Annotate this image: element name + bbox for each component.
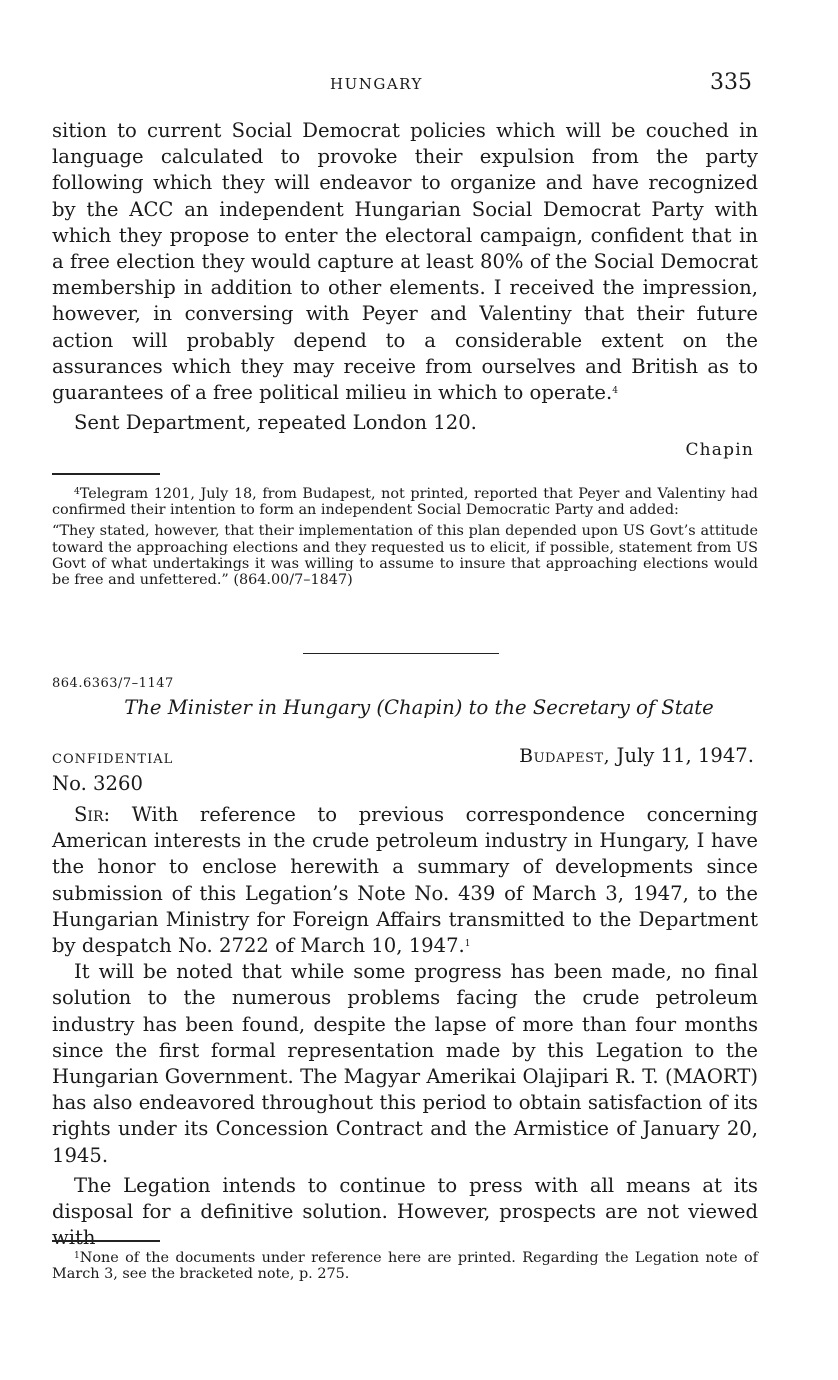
sent-line-text: Sent Department, repeated London 120. (74, 411, 477, 434)
sent-line (52, 410, 758, 436)
footnote-ref-1[interactable]: 1 (464, 939, 471, 950)
footnote-divider (52, 473, 160, 475)
letter-paragraph-1: With reference to previous correspondence concerning American interests in the crude petroleum industry in Hungary, I have the honor to enclose herewith a summary of developments since submission of this Legation’s Note No. 439 of March 3, 1947, to the Hungarian Ministry for Foreign Affairs transmitted to the Department by despatch No. 2722 of March 10, 1947. (52, 803, 759, 958)
footnote-1-text: None of the documents under reference here are printed. Regarding the Legation note of March 3, see the bracketed note, p. 275. (52, 1250, 758, 1283)
footnote-4-quote: “They stated, however, that their implementation of this plan depended upon US Govt’s attitude toward the approaching elections and they requested us to elicit, if possible, statement from US Govt of what undertakings it was willing to assume to insure that approaching elections would be free and unfettered.” (864.00/7–1847) (52, 523, 758, 589)
place-date (519, 744, 754, 767)
classification-label: CONFIDENTIAL (52, 752, 174, 767)
footnote-1 (52, 1250, 758, 1282)
footnote-ref-4[interactable]: 4 (612, 386, 618, 397)
signature-name: Chapin (685, 440, 754, 460)
letter-paragraph-2: It will be noted that while some progress has been made, no final solution to the numerous problems facing the crude petroleum industry has been found, despite the lapse of more than four months since the first formal representation made by this Legation to the Hungarian Government. The Magyar Amerikai Olajipari R. T. (MAORT) has also endeavored throughout this period to obtain satisfaction of its rights under its Concession Contract and the Armistice of January 20, 1945. (52, 960, 758, 1167)
salutation: Sir: (74, 803, 111, 826)
document-number: No. 3260 (52, 772, 143, 795)
letter-paragraph-3: The Legation intends to continue to press with all means at its disposal for a definitive solution. However, prospects are not viewed with (52, 1173, 758, 1250)
date: July 11, 1947. (616, 744, 754, 767)
section-divider (303, 653, 499, 654)
footnote-1-marker: 1 (74, 1251, 80, 1261)
running-head (0, 72, 838, 98)
footnote-4 (52, 486, 758, 588)
classification (52, 752, 173, 767)
page-number: 335 (710, 70, 752, 95)
footnote-divider-2 (52, 1240, 160, 1242)
footnote-4-marker: 4 (74, 487, 80, 497)
continuation-text: sition to current Social Democrat policies which will be couched in language calculated to provoke their expulsion from the party following which they will endeavor to organize and have recognized by the ACC an independent Hungarian Social Democrat Party with which they propose to enter the electoral campaign, confident that in a free election they would capture at least 80% of the Social Democrat membership in addition to other elements. I received the impression, however, in conversing with Peyer and Valentiny that their future action will probably depend to a considerable extent on the assurances which they may receive from ourselves and British as to guarantees of a free political milieu in which to operate. (52, 119, 758, 405)
letter-body (52, 802, 758, 1251)
signature (685, 440, 754, 460)
file-number: 864.6363/7–1147 (52, 676, 174, 691)
footnote-4-text: Telegram 1201, July 18, from Budapest, not printed, reported that Peyer and Valentiny had confirmed their intention to form an independent Social Democratic Party and added: (52, 486, 758, 519)
running-head-title: HUNGARY (330, 75, 423, 93)
document-title: The Minister in Hungary (Chapin) to the Secretary of State (124, 696, 714, 719)
continuation-paragraph (52, 118, 758, 406)
place: Budapest, (519, 745, 611, 767)
